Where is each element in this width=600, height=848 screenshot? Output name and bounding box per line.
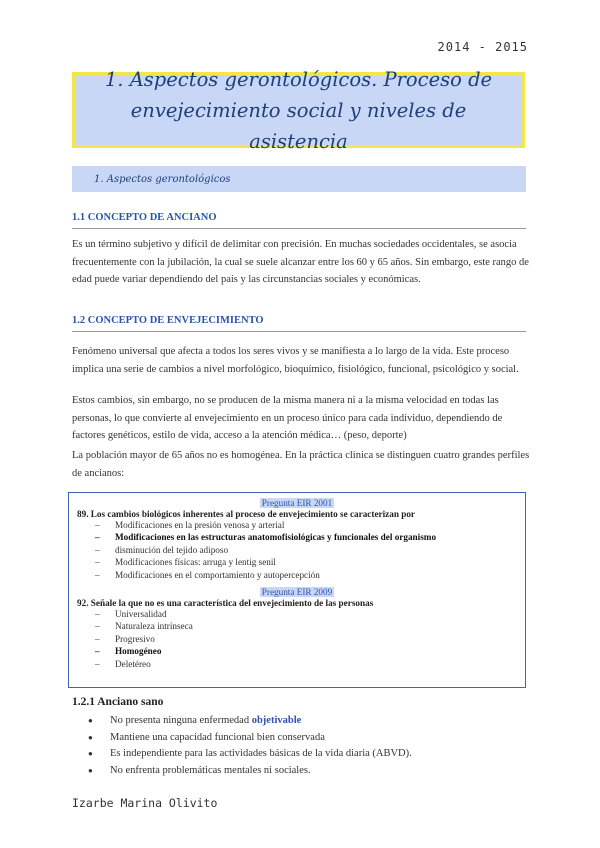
heading-concepto-anciano: 1.1 CONCEPTO DE ANCIANO	[72, 212, 217, 223]
eir-options	[69, 608, 525, 670]
heading-anciano-sano: 1.2.1 Anciano sano	[72, 696, 164, 708]
eir-option-correct: – Homogéneo	[95, 645, 525, 657]
heading-concepto-envejecimiento: 1.2 CONCEPTO DE ENVEJECIMIENTO	[72, 315, 264, 326]
list-item: ● No enfrenta problemáticas mentales ni sociales.	[88, 763, 412, 780]
eir-option: – Modificaciones en el comportamiento y autopercepción	[95, 569, 525, 581]
eir-question-box	[68, 492, 526, 688]
eir-tag: Pregunta EIR 2009	[261, 587, 333, 598]
list-item: ● Mantiene una capacidad funcional bien conservada	[88, 730, 412, 747]
paragraph-envejecimiento-1: Fenómeno universal que afecta a todos los seres vivos y se manifiesta a lo largo de la vida. Este proceso implica una serie de cambios a nivel morfológico, bioquímico, fisiológico, funcional, psicológico y social.	[72, 346, 519, 375]
section-bar-label: 1. Aspectos gerontológicos	[94, 173, 231, 185]
author-footer: Izarbe Marina Olivito	[72, 796, 218, 810]
page-title-box	[72, 67, 525, 153]
eir-option: – disminución del tejido adiposo	[95, 544, 525, 556]
eir-tag: Pregunta EIR 2001	[261, 498, 333, 508]
eir-question: 89. Los cambios biológicos inherentes al proceso de envejecimiento se caracterizan por	[77, 509, 416, 519]
eir-option: – Deletéreo	[95, 658, 525, 670]
anciano-sano-list	[88, 713, 412, 779]
eir-option: – Modificaciones en la presión venosa y arterial	[95, 519, 525, 531]
divider	[72, 331, 526, 332]
paragraph-envejecimiento-2: Estos cambios, sin embargo, no se producen de la misma manera ni a la misma velocidad en todas las personas, lo que convierte al envejecimiento en un proceso único para cada individuo, dependiendo de factores genéticos, estilo de vida, acceso a la atención médica… (peso, deporte)	[72, 395, 503, 441]
eir-options	[69, 519, 525, 581]
divider	[72, 228, 526, 229]
section-bar	[72, 166, 526, 192]
eir-option: – Naturaleza intrínseca	[95, 620, 525, 632]
paragraph-anciano: Es un término subjetivo y difícil de delimitar con precisión. En muchas sociedades occidentales, se asocia frecuentemente con la jubilación, la cual se suele alcanzar entre los 60 y 65 años. Sin embargo, este rango de edad puede variar dependiendo del país y las circunstancias sociales y económicas.	[72, 239, 529, 285]
eir-question: 92. Señale la que no es una característica del envejecimiento de las personas	[77, 598, 374, 609]
eir-option: – Progresivo	[95, 633, 525, 645]
paragraph-envejecimiento-3: La población mayor de 65 años no es homogénea. En la práctica clínica se distinguen cuatro grandes perfiles de ancianos:	[72, 450, 530, 479]
eir-option: – Modificaciones físicas: arruga y lentig senil	[95, 556, 525, 568]
highlighted-term: objetivable	[251, 715, 302, 726]
list-item: ● No presenta ninguna enfermedad objetivable	[88, 713, 412, 730]
eir-option: – Universalidad	[95, 608, 525, 620]
list-item: ● Es independiente para las actividades básicas de la vida diaria (ABVD).	[88, 746, 412, 763]
academic-year: 2014 - 2015	[437, 40, 528, 54]
page-title: 1. Aspectos gerontológicos. Proceso de envejecimiento social y niveles de asistencia	[104, 67, 493, 153]
eir-option-correct: – Modificaciones en las estructuras anatomofisiológicas y funcionales del organismo	[95, 531, 525, 543]
